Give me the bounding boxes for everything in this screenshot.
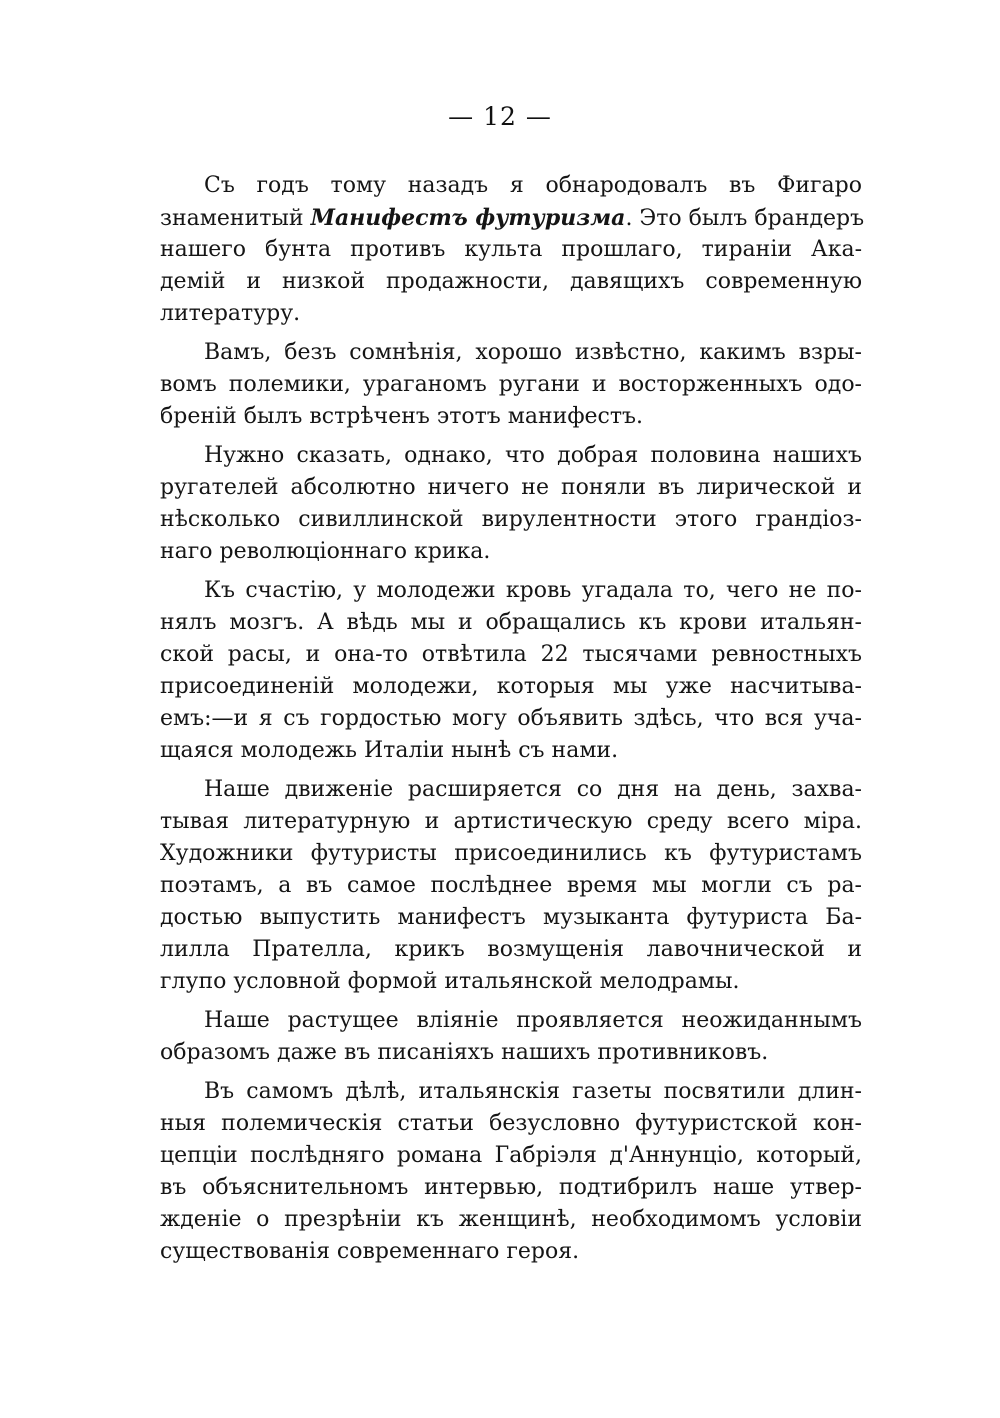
text-line: ской расы, и она-то отвѣтила 22 тысячами ревностныхъ (160, 642, 862, 667)
text-line: нашего бунта противъ культа прошлаго, тираніи Ака- (160, 237, 862, 262)
text-line: въ объяснительномъ интервью, подтибрилъ наше утвер- (160, 1175, 862, 1200)
text-line: ныя полемическія статьи безусловно футуристской кон- (160, 1111, 862, 1136)
text-line: присоединеній молодежи, которыя мы уже насчитыва- (160, 674, 862, 699)
text-line: тывая литературную и артистическую среду всего міра. (160, 809, 862, 834)
text-line: цепціи послѣдняго романа Габріэля д'Аннунціо, который, (160, 1143, 862, 1168)
paragraph (160, 337, 862, 433)
text-line: щаяся молодежь Италіи нынѣ съ нами. (160, 738, 619, 763)
text-line: поэтамъ, а въ самое послѣднее время мы могли съ ра- (160, 873, 862, 898)
text-line: Съ годъ тому назадъ я обнародовалъ въ Фигаро (204, 173, 862, 198)
text-line: нѣсколько сивиллинской вирулентности этого грандіоз- (160, 507, 862, 532)
text-line: литературу. (160, 301, 301, 326)
text-line: Художники футуристы присоединились къ футуристамъ (160, 841, 862, 866)
text-line: достью выпустить манифестъ музыканта футуриста Ба- (160, 905, 862, 930)
text-line: вомъ полемики, ураганомъ ругани и восторженныхъ одо- (160, 372, 862, 397)
paragraph (160, 170, 865, 330)
text-line: жденіе о презрѣніи къ женщинѣ, необходимомъ условіи (160, 1207, 862, 1232)
text-fragment: . Это былъ брандеръ (625, 206, 865, 231)
text-line: демій и низкой продажности, давящихъ современную (160, 269, 862, 294)
text-line: Нужно сказать, однако, что добрая половина нашихъ (204, 443, 862, 468)
text-line: существованія современнаго героя. (160, 1239, 580, 1264)
paragraph (160, 1005, 862, 1069)
text-line: Къ счастію, у молодежи кровь угадала то, чего не по- (204, 578, 862, 603)
text-line: Наше движеніе расширяется со дня на день, захва- (204, 777, 862, 802)
text-line (160, 202, 865, 234)
text-line: Въ самомъ дѣлѣ, итальянскія газеты посвятили длин- (204, 1079, 862, 1104)
text-line: лилла Прателла, крикъ возмущенія лавочнической и (160, 937, 862, 962)
paragraph (160, 440, 862, 568)
text-line: глупо условной формой итальянской мелодрамы. (160, 969, 740, 994)
page-number: — 12 — (448, 102, 552, 131)
text-line: ругателей абсолютно ничего не поняли въ лирической и (160, 475, 862, 500)
text-line: наго революціоннаго крика. (160, 539, 491, 564)
text-line: емъ:—и я съ гордостью могу объявить здѣсь, что вся уча- (160, 706, 862, 731)
body-text (160, 170, 865, 1275)
text-line: Вамъ, безъ сомнѣнія, хорошо извѣстно, какимъ взры- (204, 340, 862, 365)
text-line: бреній былъ встрѣченъ этотъ манифестъ. (160, 404, 644, 429)
paragraph (160, 1076, 862, 1268)
text-fragment: знаменитый (160, 206, 304, 231)
text-line: образомъ даже въ писаніяхъ нашихъ противниковъ. (160, 1040, 769, 1065)
text-line: Наше растущее вліяніе проявляется неожиданнымъ (204, 1008, 862, 1033)
text-line: нялъ мозгъ. А вѣдь мы и обращались къ крови итальян- (160, 610, 862, 635)
paragraph (160, 774, 862, 998)
paragraph (160, 575, 862, 767)
manifesto-title: Манифестъ футуризма (310, 205, 626, 231)
